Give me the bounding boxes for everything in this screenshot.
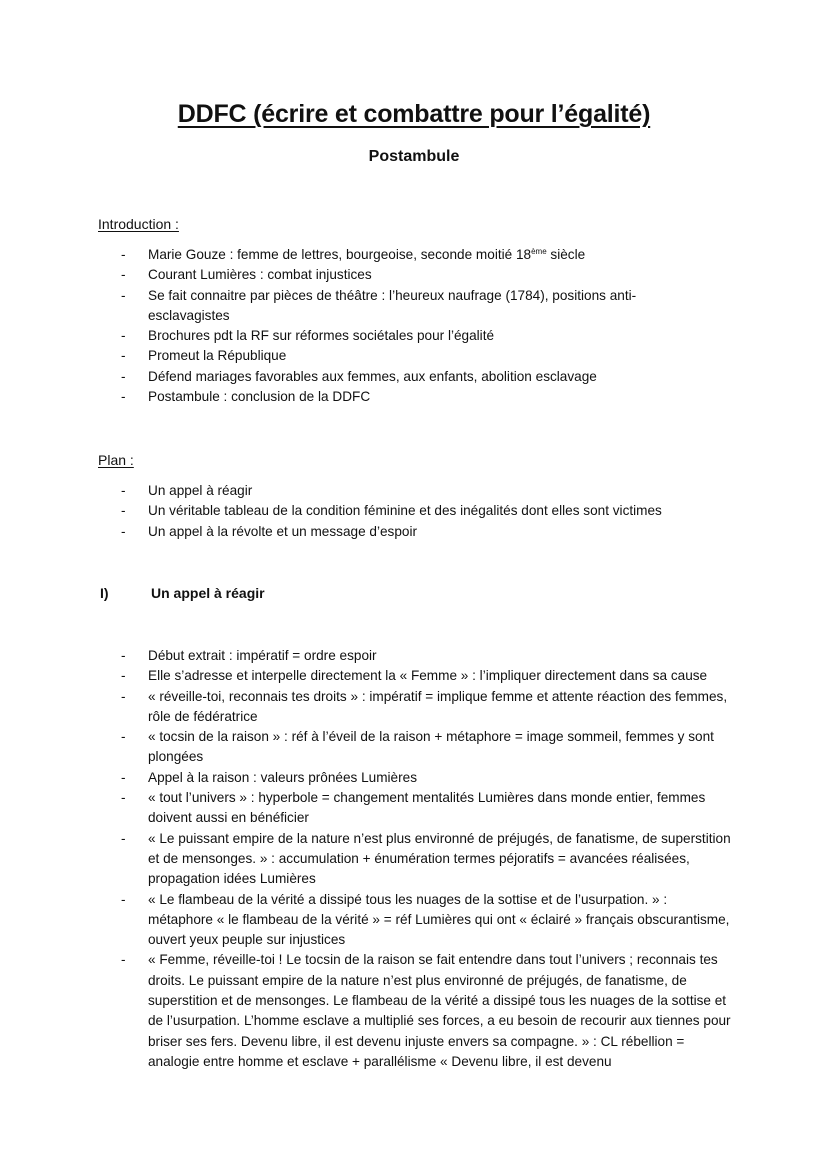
list-item: - « Le flambeau de la vérité a dissipé tous les nuages de la sottise et de l’usurpation. » : métaphore « le flambeau de la vérité » = réf Lumières qui ont « éclairé » français obscurantisme, ouvert yeux peuple sur injustices — [121, 891, 730, 948]
list-item: - Début extrait : impératif = ordre espoir — [121, 648, 377, 663]
introduction-heading: Introduction : — [98, 216, 179, 232]
list-item: - Brochures pdt la RF sur réformes sociétales pour l’égalité — [121, 328, 495, 344]
plan-heading: Plan : — [98, 452, 134, 468]
list-item: - Marie Gouze : femme de lettres, bourgeoise, seconde moitié 18ème siècle — [121, 247, 586, 262]
list-item: - Un véritable tableau de la condition féminine et des inégalités dont elles sont victimes — [121, 503, 662, 519]
list-item: - « tocsin de la raison » : réf à l’éveil de la raison + métaphore = image sommeil, femmes y sont plongées — [121, 729, 714, 765]
introduction-list — [121, 245, 733, 407]
list-item: - « Le puissant empire de la nature n’est plus environné de préjugés, de fanatisme, de superstition et de mensonges. » : accumulation + énumération termes péjoratifs = avancées réalisées, propagation idées Lumières — [121, 830, 731, 887]
section-number: I) — [100, 585, 109, 601]
list-item: - « Femme, réveille-toi ! Le tocsin de la raison se fait entendre dans tout l’univers ; reconnais tes droits. Le puissant empire de la nature n’est plus environné de préjugés, de fanatisme, de superstition et de mensonges. Le flambeau de la vérité a dissipé tous les nuages de la sottise et de l’usurpation. L’homme esclave a multiplié ses forces, a eu besoin de recourir aux tiennes pour briser ses fers. Devenu libre, il est devenu injuste envers sa compagne. » : CL rébellion = analogie entre homme et esclave + parallélisme « Devenu libre, il est devenu — [121, 952, 731, 1069]
section1-list — [121, 646, 733, 1072]
section-title — [100, 585, 265, 601]
list-item: - Défend mariages favorables aux femmes, aux enfants, abolition esclavage — [121, 368, 597, 384]
list-item: - Un appel à la révolte et un message d’espoir — [121, 523, 418, 539]
list-item: - Postambule : conclusion de la DDFC — [121, 389, 371, 405]
list-item: - Promeut la République — [121, 348, 287, 364]
document-title: DDFC (écrire et combattre pour l’égalité) — [177, 100, 651, 128]
list-item: - « tout l’univers » : hyperbole = changement mentalités Lumières dans monde entier, femmes doivent aussi en bénéficier — [121, 790, 706, 826]
section-heading: Un appel à réagir — [151, 585, 265, 601]
list-item: - Elle s’adresse et interpelle directement la « Femme » : l’impliquer directement dans sa cause — [121, 668, 708, 684]
list-item: - Courant Lumières : combat injustices — [121, 267, 372, 283]
list-item: - Un appel à réagir — [121, 483, 253, 498]
list-item: - Appel à la raison : valeurs prônées Lumières — [121, 769, 418, 785]
document-subtitle: Postambule — [368, 148, 460, 165]
list-item: - Se fait connaitre par pièces de théâtre : l’heureux naufrage (1784), positions anti-esclavagistes — [121, 287, 637, 323]
list-item: - « réveille-toi, reconnais tes droits » : impératif = implique femme et attente réaction des femmes, rôle de fédératrice — [121, 688, 728, 724]
plan-list — [121, 481, 733, 542]
